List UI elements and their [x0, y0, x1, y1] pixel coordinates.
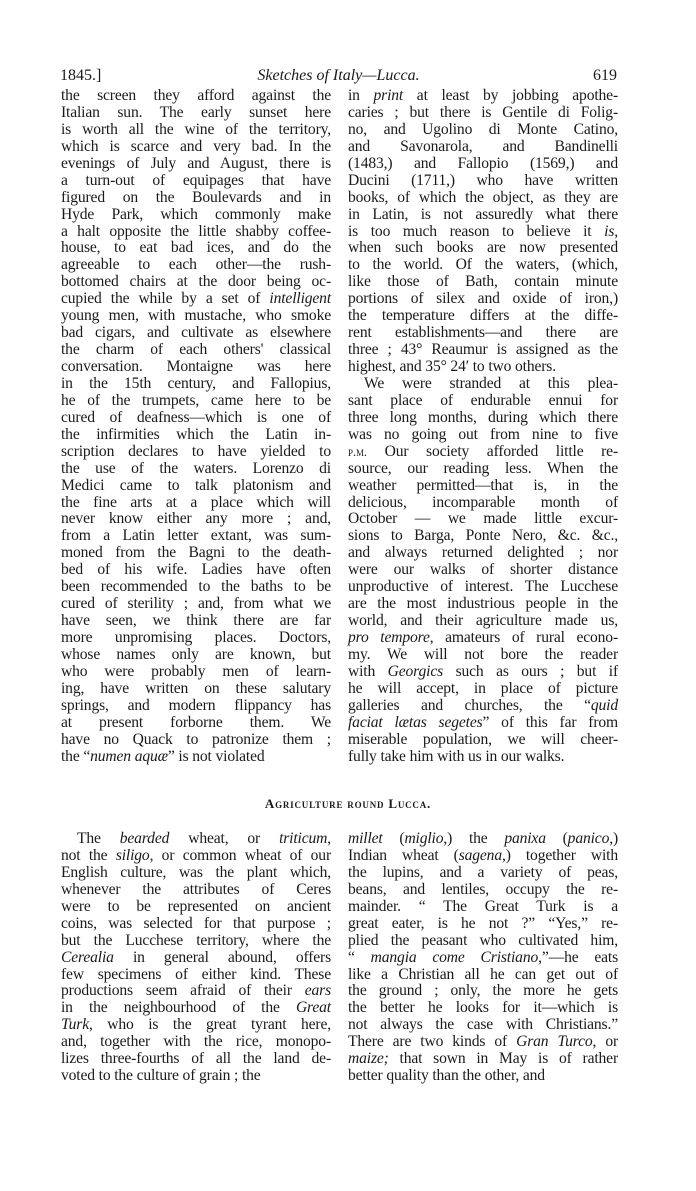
text-line: The bearded wheat, or triticum,	[77, 830, 331, 847]
text-line: (1483,) and Fallopio (1569,) and	[348, 154, 618, 172]
text-line: Italian sun. The early sunset here	[61, 103, 331, 121]
text-line: galleries and churches, the “quid	[348, 696, 618, 714]
text-line: in the 15th century, and Fallopius,	[61, 374, 331, 392]
text-line: young men, with mustache, who smoke	[61, 307, 331, 325]
text-line: the ground ; only, the more he gets	[348, 982, 618, 1000]
text-line: sant place of endurable ennui for	[348, 391, 618, 409]
text-line: mainder. “ The Great Turk is a	[348, 897, 618, 915]
text-line: books, of which the object, as they are	[348, 188, 618, 206]
text-line: bottomed chairs at the door being oc-	[61, 273, 331, 291]
text-line: who were probably men of learn-	[61, 662, 331, 680]
text-line: cured of deafness—which is one of	[61, 408, 331, 426]
text-line: coins, was selected for that purpose ;	[61, 914, 331, 932]
text-line: three long months, during which there	[348, 408, 618, 426]
text-line: when such books are now presented	[348, 239, 618, 257]
text-line: from a Latin letter extant, was sum-	[61, 527, 331, 545]
text-line: rent establishments—and there are	[348, 324, 618, 342]
text-line: October — we made little excur-	[348, 510, 618, 528]
text-line: beans, and lentiles, occupy the re-	[348, 880, 618, 898]
text-line: not the siligo, or common wheat of our	[61, 846, 331, 864]
text-line: been recommended to the baths to be	[61, 578, 331, 596]
text-line: have no Quack to patronize them ;	[61, 730, 331, 748]
text-line: productions seem afraid of their ears	[61, 982, 331, 1000]
text-line: There are two kinds of Gran Turco, or	[348, 1033, 619, 1051]
text-line: not always the case with Christians.”	[348, 1016, 618, 1034]
text-line: the “numen aquæ” is not violated	[61, 747, 265, 765]
text-line: like those of Bath, contain minute	[348, 273, 618, 291]
text-line: springs, and modern flippancy has	[61, 696, 331, 714]
text-line: no, and Ugolino di Monte Catino,	[348, 120, 618, 138]
text-line: three ; 43° Reaumur is assigned as the	[348, 341, 618, 359]
text-line: lizes three-fourths of all the land de-	[61, 1050, 331, 1068]
text-line: the fine arts at a place which will	[61, 493, 331, 511]
text-line: moned from the Bagni to the death-	[61, 544, 331, 562]
text-line: in the neighbourhood of the Great	[61, 999, 331, 1017]
text-line: whenever the attributes of Ceres	[61, 880, 331, 898]
text-line: miserable population, we will cheer-	[348, 730, 618, 748]
text-line: scription declares to have yielded to	[61, 442, 331, 460]
text-line: to the world. Of the waters, (which,	[348, 256, 618, 274]
text-line: he of the trumpets, came here to be	[61, 391, 331, 409]
text-line: Turk, who is the great tyrant here,	[61, 1016, 331, 1034]
text-line: Cerealia in general abound, offers	[61, 948, 331, 966]
text-line: pro tempore, amateurs of rural econo-	[348, 629, 618, 646]
section1-right-column	[348, 88, 618, 766]
text-line: better quality than the other, and	[348, 1067, 545, 1085]
text-line: at present forborne them. We	[61, 713, 331, 731]
text-line: few specimens of either kind. These	[61, 965, 331, 983]
text-line: in print at least by jobbing apothe-	[348, 87, 618, 104]
text-line: agreeable to each other—the rush-	[61, 256, 331, 274]
text-line: delicious, incomparable month of	[348, 493, 618, 511]
text-line: bad cigars, and cultivate as elsewhere	[61, 324, 331, 342]
text-line: world, and their agriculture made us,	[348, 612, 618, 630]
running-head	[60, 66, 617, 86]
text-line: a turn-out of equipages that have	[61, 171, 331, 189]
text-line: evenings of July and August, there is	[61, 154, 331, 172]
text-line: the screen they afford against the	[61, 87, 331, 104]
text-line: English culture, was the plant which,	[61, 863, 331, 881]
section2-right-column	[348, 831, 618, 1085]
text-line: which is scarce and very bad. In the	[61, 137, 331, 155]
text-line: were to be represented on ancient	[61, 897, 331, 915]
text-line: is worth all the wine of the territory,	[61, 120, 331, 138]
text-line: fully take him with us in our walks.	[348, 747, 565, 765]
section2-left-column	[61, 831, 331, 1085]
text-line: the charm of each others' classical	[61, 341, 331, 359]
text-line: We were stranded at this plea-	[364, 374, 618, 392]
text-line: and always returned delighted ; nor	[348, 544, 618, 562]
text-line: he will accept, in place of picture	[348, 679, 618, 697]
text-line: more unpromising places. Doctors,	[61, 629, 331, 646]
text-line: cured of sterility ; and, from what we	[61, 595, 331, 613]
text-line: Ducini (1711,) who have written	[348, 171, 618, 189]
text-line: voted to the culture of grain ; the	[61, 1067, 261, 1085]
text-line: Indian wheat (sagena,) together with	[348, 846, 618, 864]
text-line: like a Christian all he can get out of	[348, 965, 618, 983]
text-line: is too much reason to believe it is,	[348, 222, 618, 240]
text-line: weather permitted—that is, in the	[348, 476, 618, 494]
text-line: the better he looks for it—which is	[348, 999, 618, 1017]
text-line: the use of the waters. Lorenzo di	[61, 459, 331, 477]
text-line: Hyde Park, which commonly make	[61, 205, 331, 223]
text-line: was no going out from nine to five	[348, 425, 618, 443]
text-line: were our walks of shorter distance	[348, 561, 618, 579]
text-line: whose names only are known, but	[61, 645, 331, 663]
text-line: never know either any more ; and,	[61, 510, 331, 528]
section-heading: Agriculture round Lucca.	[264, 796, 432, 811]
text-line: maize; that sown in May is of rather	[348, 1050, 618, 1068]
text-line: portions of silex and oxide of iron,)	[348, 290, 618, 308]
text-line: in Latin, is not assuredly what there	[348, 205, 618, 223]
text-line: p.m. Our society afforded little re-	[348, 442, 618, 460]
text-line: faciat lætas segetes” of this far from	[348, 713, 618, 731]
text-line: sions to Barga, Ponte Nero, &c. &c.,	[348, 527, 618, 545]
text-line: great eater, is he not ?” “Yes,” re-	[348, 914, 618, 932]
text-line: a halt opposite the little shabby coffee-	[61, 222, 331, 240]
text-line: my. We will not bore the reader	[348, 645, 618, 663]
text-line: and Savonarola, and Bandinelli	[348, 137, 618, 155]
text-line: highest, and 35° 24′ to two others.	[348, 358, 556, 375]
text-line: millet (miglio,) the panixa (panico,)	[348, 830, 619, 847]
text-line: caries ; but there is Gentile di Folig-	[348, 103, 618, 121]
text-line: cupied the while by a set of intelligent	[61, 290, 331, 308]
text-line: conversation. Montaigne was here	[61, 358, 331, 375]
volume-year: 1845.]	[60, 67, 102, 84]
text-line: ing, have written on these salutary	[61, 679, 331, 697]
text-line: house, to eat bad ices, and do the	[61, 239, 331, 257]
running-title: Sketches of Italy—Lucca.	[257, 67, 420, 84]
section1-left-column	[61, 88, 331, 766]
text-line: the infirmities which the Latin in-	[61, 425, 331, 443]
text-line: unproductive of interest. The Lucchese	[348, 578, 618, 596]
text-line: have seen, we think there are far	[61, 612, 331, 630]
text-line: with Georgics such as ours ; but if	[348, 662, 618, 680]
text-line: and, together with the rice, monopo-	[61, 1033, 331, 1051]
text-line: Medici came to talk platonism and	[61, 476, 331, 494]
text-line: “ mangia come Cristiano,”—he eats	[348, 948, 618, 966]
text-line: source, our reading less. When the	[348, 459, 618, 477]
text-line: figured on the Boulevards and in	[61, 188, 331, 206]
text-line: are the most industrious people in the	[348, 595, 618, 613]
page-number: 619	[593, 67, 617, 84]
text-line: the lupins, and a variety of peas,	[348, 863, 618, 881]
text-line: bed of his wife. Ladies have often	[61, 561, 331, 579]
text-line: but the Lucchese territory, where the	[61, 931, 331, 949]
text-line: plied the peasant who cultivated him,	[348, 931, 618, 949]
text-line: the temperature differs at the diffe-	[348, 307, 618, 325]
